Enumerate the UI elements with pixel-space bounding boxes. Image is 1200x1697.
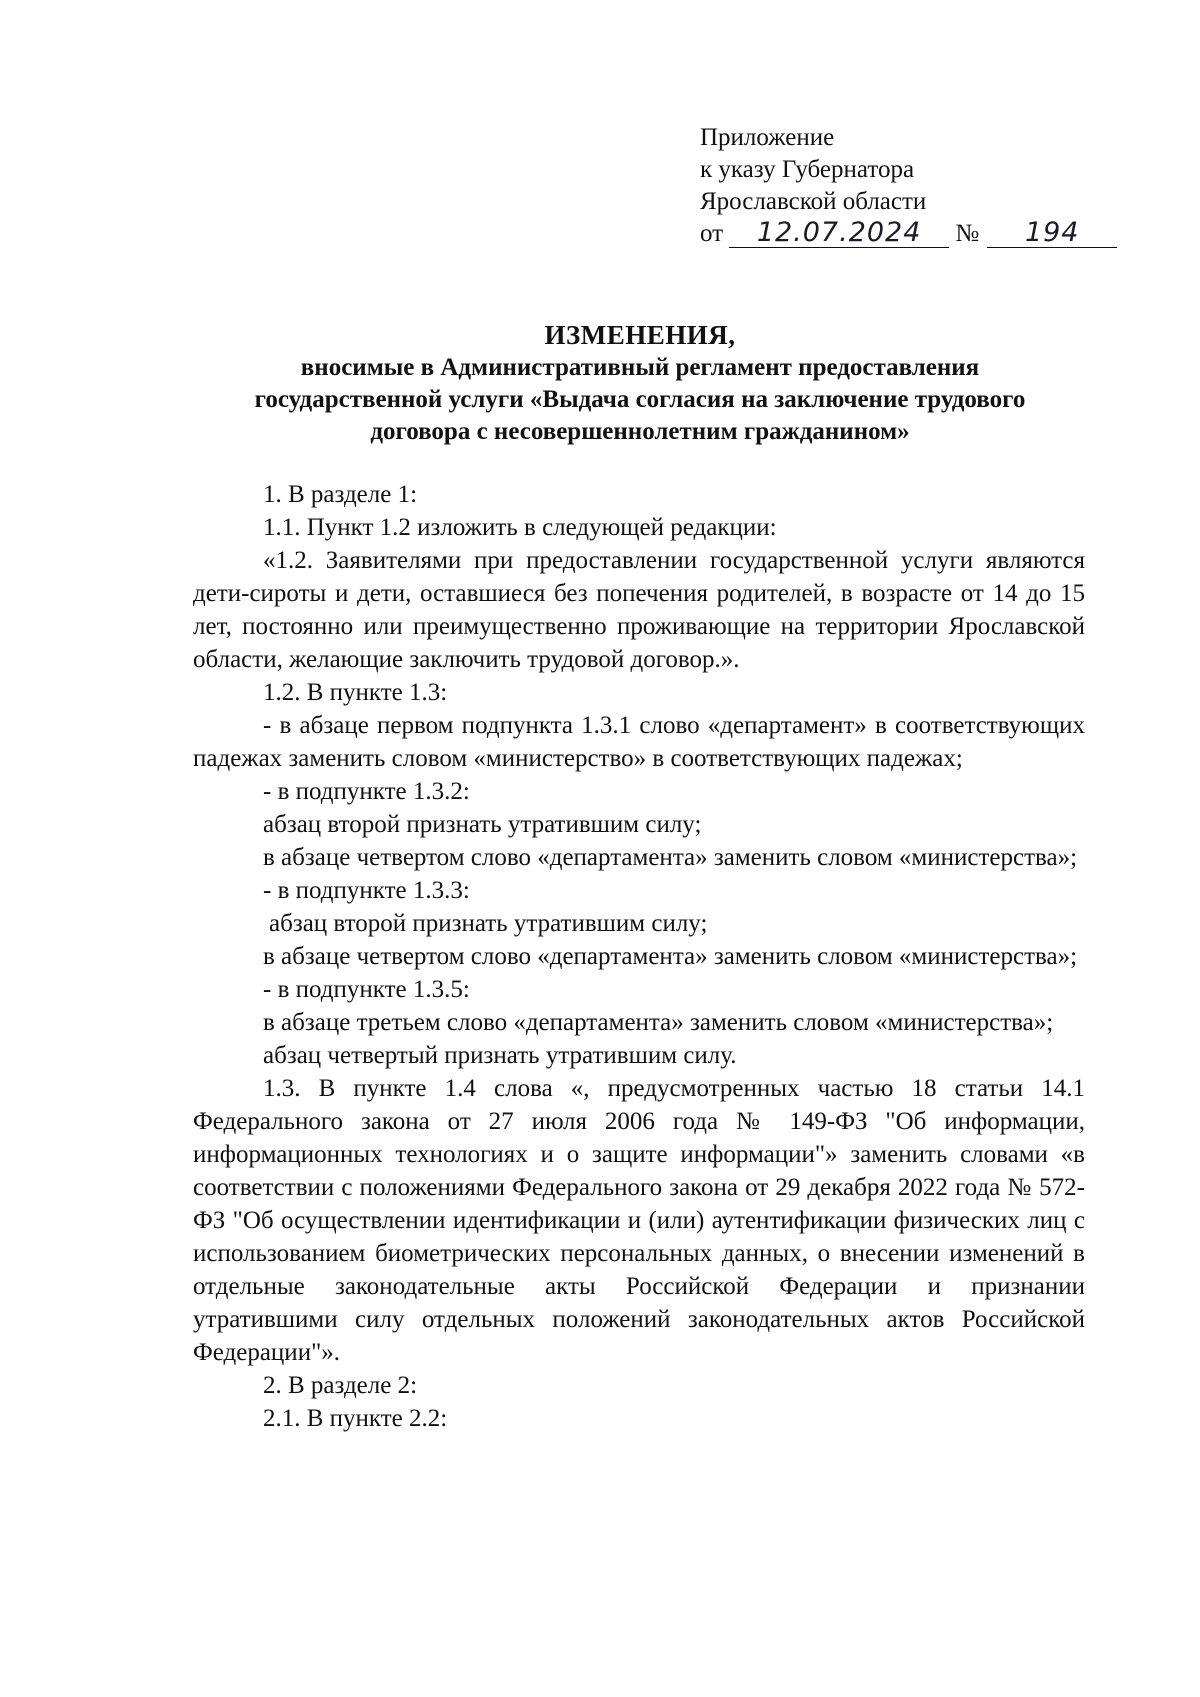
- paragraph: «1.2. Заявителями при предоставлении государственной услуги являются дети-сироты и дети, оставшиеся без попечения родителей, в возрасте от 14 до 15 лет, постоянно или преимущественно проживающие на территории Ярославской области, желающие заключить трудовой договор.».: [193, 547, 1085, 673]
- paragraph: - в подпункте 1.3.5:: [263, 976, 470, 1003]
- appendix-date-row: [700, 218, 1117, 250]
- paragraph: в абзаце третьем слово «департамента» заменить словом «министерства»;: [263, 1009, 1054, 1036]
- paragraph: 1.2. В пункте 1.3:: [263, 679, 448, 706]
- appendix-header: [700, 122, 1117, 250]
- paragraph: 1.3. В пункте 1.4 слова «, предусмотренных частью 18 статьи 14.1 Федерального закона от 27 июля 2006 года № 149-ФЗ "Об информации, информационных технологиях и о защите информации"» заменить словами «в соответствии с положениями Федерального закона от 29 декабря 2022 года № 572-ФЗ "Об осуществлении идентификации и (или) аутентификации физических лиц с использованием биометрических персональных данных, о внесении изменений в отдельные законодательные акты Российской Федерации и признании утратившими силу отдельных положений законодательных актов Российской Федерации"».: [193, 1075, 1085, 1366]
- appendix-line: Ярославской области: [700, 188, 927, 215]
- paragraph: 1. В разделе 1:: [263, 481, 418, 508]
- paragraph: 2.1. В пункте 2.2:: [263, 1405, 448, 1432]
- paragraph: в абзаце четвертом слово «департамента» заменить словом «министерства»;: [263, 943, 1078, 970]
- paragraph: - в подпункте 1.3.2:: [263, 778, 470, 805]
- paragraph: 1.1. Пункт 1.2 изложить в следующей редакции:: [263, 514, 777, 541]
- document-body: [193, 478, 1085, 1435]
- document-title: [190, 318, 1090, 448]
- title-subtitle-line: договора с несовершеннолетним гражданином»: [370, 418, 910, 445]
- paragraph: 2. В разделе 2:: [263, 1372, 418, 1399]
- title-subtitle-line: государственной услуги «Выдача согласия на заключение трудового: [254, 386, 1026, 413]
- handwritten-date: 12.07.2024: [729, 219, 949, 248]
- paragraph: абзац второй признать утратившим силу;: [263, 811, 702, 838]
- paragraph: - в подпункте 1.3.3:: [263, 877, 470, 904]
- appendix-line: Приложение: [700, 124, 835, 151]
- title-main: ИЗМЕНЕНИЯ,: [544, 320, 736, 350]
- appendix-line: к указу Губернатора: [700, 156, 915, 183]
- paragraph: абзац второй признать утратившим силу;: [269, 910, 708, 937]
- paragraph: в абзаце четвертом слово «департамента» заменить словом «министерства»;: [263, 844, 1078, 871]
- title-subtitle-line: вносимые в Административный регламент предоставления: [300, 354, 980, 381]
- paragraph: - в абзаце первом подпункта 1.3.1 слово «департамент» в соответствующих падежах заменить словом «министерство» в соответствующих падежах;: [193, 712, 1085, 772]
- date-prefix: от: [700, 220, 724, 247]
- paragraph: абзац четвертый признать утратившим силу.: [263, 1042, 737, 1069]
- handwritten-number: 194: [987, 219, 1117, 248]
- number-prefix: №: [955, 220, 980, 247]
